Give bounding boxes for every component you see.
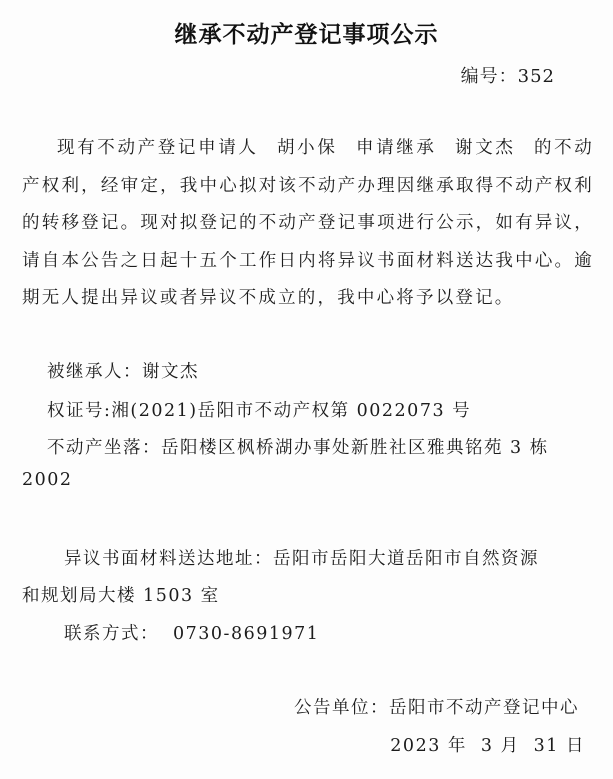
date-year-unit: 年 xyxy=(447,736,467,756)
date-month-unit: 月 xyxy=(500,736,520,756)
notice-body-paragraph xyxy=(22,130,594,318)
property-location-line: 不动产坐落：岳阳楼区枫桥湖办事处新胜社区雅典铭苑 3 栋 xyxy=(47,438,549,458)
applicant-prefix: 现有不动产登记申请人 xyxy=(57,138,259,158)
applicant-name: 胡小保 xyxy=(276,138,338,158)
certificate-number-line: 权证号:湘(2021)岳阳市不动产权第 0022073 号 xyxy=(47,401,472,421)
deceased-name: 谢文杰 xyxy=(454,138,516,158)
objection-address-line: 异议书面材料送达地址：岳阳市岳阳大道岳阳市自然资源 xyxy=(64,549,539,569)
contact-line xyxy=(64,620,319,645)
heir-line: 被继承人：谢文杰 xyxy=(47,362,199,382)
date-day: 31 xyxy=(533,736,559,756)
notice-body-rest: 的不动产权利，经审定，我中心拟对该不动产办理因继承取得不动产权利的转移登记。现对拟登记的不动产登记事项进行公示，如有异议，请自本公告之日起十五个工作日内将异议书面材料送达我中心。逾期无人提出异议或者异议不成立的，我中心将予以登记。 xyxy=(22,138,594,308)
objection-address-line-continued: 和规划局大楼 1503 室 xyxy=(22,586,220,606)
page-title: 继承不动产登记事项公示 xyxy=(174,22,439,48)
issuing-unit: 公告单位：岳阳市不动产登记中心 xyxy=(294,698,579,718)
contact-phone: 0730-8691971 xyxy=(173,624,320,644)
apply-text: 申请继承 xyxy=(355,138,437,158)
property-location-line-continued: 2002 xyxy=(22,470,73,490)
date-day-unit: 日 xyxy=(566,736,585,756)
document-number: 编号：352 xyxy=(460,66,555,87)
date-month: 3 xyxy=(480,736,494,756)
contact-label: 联系方式： xyxy=(64,624,159,644)
issue-date xyxy=(390,732,585,757)
date-year: 2023 xyxy=(390,736,441,756)
